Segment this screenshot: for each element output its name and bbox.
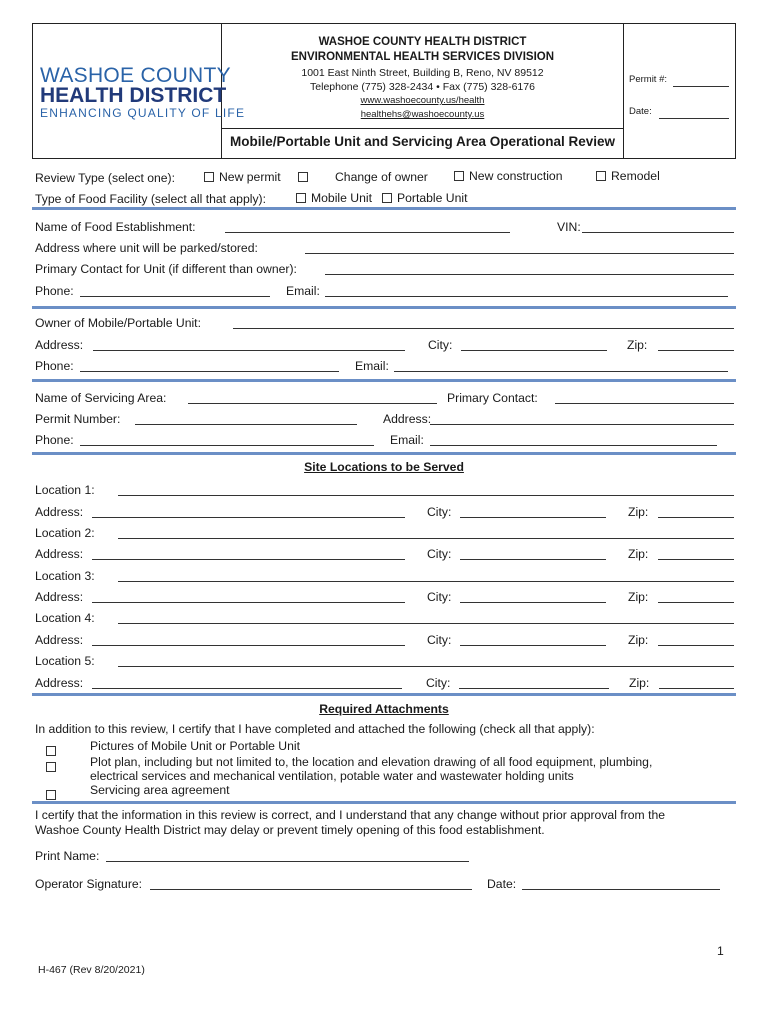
permit-number-label: Permit #: (629, 74, 668, 85)
location-3-address-field[interactable] (92, 590, 405, 603)
location-1-zip-field[interactable] (658, 505, 734, 518)
location-5-label: Location 5: (35, 654, 95, 668)
facility-mobile-unit[interactable]: Mobile Unit (296, 191, 372, 205)
servicing-phone-field[interactable] (80, 433, 374, 446)
logo-line-2: HEALTH DISTRICT (40, 84, 227, 107)
section-divider (32, 207, 736, 210)
checkbox-icon[interactable] (204, 172, 214, 182)
location-5-address-field[interactable] (92, 676, 402, 689)
location-4-zip-label: Zip: (628, 633, 649, 647)
review-new-permit[interactable]: New permit (204, 170, 281, 184)
form-id: H-467 (Rev 8/20/2021) (38, 964, 145, 976)
facility-portable-unit[interactable]: Portable Unit (382, 191, 467, 205)
owner-address-field[interactable] (93, 338, 405, 351)
owner-phone-label: Phone: (35, 359, 74, 373)
location-1-zip-label: Zip: (628, 505, 649, 519)
owner-phone-field[interactable] (80, 359, 339, 372)
location-1-label: Location 1: (35, 483, 95, 497)
logo-line-1: WASHOE COUNTY (40, 64, 231, 87)
attachment-1-label: Pictures of Mobile Unit or Portable Unit (90, 739, 300, 753)
location-1-field[interactable] (118, 483, 734, 496)
checkbox-icon[interactable] (46, 746, 56, 756)
permit-date-field[interactable] (659, 106, 729, 119)
site-locations-title: Site Locations to be Served (304, 460, 464, 474)
page-number: 1 (717, 944, 724, 958)
owner-zip-field[interactable] (658, 338, 734, 351)
servicing-email-field[interactable] (430, 433, 717, 446)
location-4-field[interactable] (118, 611, 734, 624)
checkbox-icon[interactable] (596, 171, 606, 181)
location-4-city-label: City: (427, 633, 452, 647)
section-divider (32, 452, 736, 455)
review-remodel[interactable]: Remodel (596, 169, 660, 183)
checkbox-icon[interactable] (296, 193, 306, 203)
website-link[interactable]: www.washoecounty.us/health (360, 95, 485, 106)
section-divider (32, 801, 736, 804)
signature-field[interactable] (150, 877, 472, 890)
location-1-city-field[interactable] (460, 505, 606, 518)
servicing-address-field[interactable] (430, 412, 734, 425)
certify-line-1: I certify that the information in this review is correct, and I understand that any change without prior approval from the (35, 808, 666, 822)
location-2-field[interactable] (118, 526, 734, 539)
location-1-address-label: Address: (35, 505, 84, 519)
primary-contact-field[interactable] (325, 262, 734, 275)
location-2-zip-label: Zip: (628, 547, 649, 561)
location-4-address-label: Address: (35, 633, 84, 647)
print-name-field[interactable] (106, 849, 469, 862)
checkbox-icon[interactable] (46, 762, 56, 772)
parking-address-label: Address where unit will be parked/stored: (35, 241, 258, 255)
attachment-3-label: Servicing area agreement (90, 783, 230, 797)
location-1-city-label: City: (427, 505, 452, 519)
permit-date-label: Date: (629, 106, 652, 117)
owner-field[interactable] (233, 316, 734, 329)
owner-zip-label: Zip: (627, 338, 648, 352)
location-3-zip-field[interactable] (658, 590, 734, 603)
location-4-address-field[interactable] (92, 633, 405, 646)
attachment-2-checkbox[interactable] (46, 756, 61, 775)
servicing-permit-label: Permit Number: (35, 412, 121, 426)
attachment-2-label-cont: electrical services and mechanical ventilation, potable water and wastewater holding units (90, 769, 574, 783)
checkbox-icon[interactable] (454, 171, 464, 181)
servicing-contact-label: Primary Contact: (447, 391, 538, 405)
permit-cell (623, 23, 736, 159)
location-3-field[interactable] (118, 569, 734, 582)
section-divider (32, 693, 736, 696)
location-2-city-label: City: (427, 547, 452, 561)
print-name-label: Print Name: (35, 849, 100, 863)
location-2-address-field[interactable] (92, 547, 405, 560)
establishment-name-label: Name of Food Establishment: (35, 220, 196, 234)
location-3-zip-label: Zip: (628, 590, 649, 604)
section-divider (32, 379, 736, 382)
location-5-city-field[interactable] (459, 676, 609, 689)
location-4-zip-field[interactable] (658, 633, 734, 646)
location-2-address-label: Address: (35, 547, 84, 561)
signature-label: Operator Signature: (35, 877, 143, 891)
owner-city-label: City: (428, 338, 453, 352)
sign-date-label: Date: (487, 877, 517, 891)
servicing-name-label: Name of Servicing Area: (35, 391, 167, 405)
location-5-zip-label: Zip: (629, 676, 650, 690)
servicing-email-label: Email: (390, 433, 424, 447)
checkbox-icon[interactable] (298, 172, 308, 182)
servicing-name-field[interactable] (188, 391, 437, 404)
primary-contact-label: Primary Contact for Unit (if different than owner): (35, 262, 297, 276)
attachments-title: Required Attachments (319, 702, 449, 716)
servicing-phone-label: Phone: (35, 433, 74, 447)
facility-type-label: Type of Food Facility (select all that apply): (35, 192, 266, 206)
location-3-address-label: Address: (35, 590, 84, 604)
sign-date-field[interactable] (522, 877, 720, 890)
establishment-phone-label: Phone: (35, 284, 74, 298)
owner-label: Owner of Mobile/Portable Unit: (35, 316, 201, 330)
location-5-address-label: Address: (35, 676, 84, 690)
attachment-2-label: Plot plan, including but not limited to, the location and elevation drawing of all food equipment, plumbing, (90, 755, 653, 769)
review-type-label: Review Type (select one): (35, 171, 175, 185)
form-title: Mobile/Portable Unit and Servicing Area Operational Review (229, 134, 616, 149)
org-address: 1001 East Ninth Street, Building B, Reno, NV 89512 (301, 67, 544, 79)
vin-label: VIN: (557, 220, 581, 234)
servicing-permit-field[interactable] (135, 412, 357, 425)
location-3-label: Location 3: (35, 569, 95, 583)
vin-field[interactable] (582, 220, 734, 233)
owner-city-field[interactable] (461, 338, 607, 351)
permit-number-field[interactable] (673, 74, 729, 87)
location-4-city-field[interactable] (460, 633, 606, 646)
org-name: WASHOE COUNTY HEALTH DISTRICT (318, 36, 527, 48)
location-5-field[interactable] (118, 654, 734, 667)
owner-email-field[interactable] (394, 359, 728, 372)
location-3-city-label: City: (427, 590, 452, 604)
location-1-address-field[interactable] (92, 505, 405, 518)
certify-line-2: Washoe County Health District may delay or prevent timely opening of this food establishment. (35, 823, 545, 837)
checkbox-icon[interactable] (382, 193, 392, 203)
email-link[interactable]: healthehs@washoecounty.us (360, 109, 485, 120)
location-4-label: Location 4: (35, 611, 95, 625)
logo-tagline: ENHANCING QUALITY OF LIFE (40, 106, 246, 120)
review-new-construction[interactable]: New construction (454, 169, 562, 183)
establishment-phone-field[interactable] (80, 284, 270, 297)
location-5-city-label: City: (426, 676, 451, 690)
section-divider (32, 306, 736, 309)
location-2-zip-field[interactable] (658, 547, 734, 560)
location-2-label: Location 2: (35, 526, 95, 540)
location-5-zip-field[interactable] (659, 676, 734, 689)
division-name: ENVIRONMENTAL HEALTH SERVICES DIVISION (290, 51, 555, 63)
checkbox-icon[interactable] (46, 790, 56, 800)
servicing-address-label: Address: (383, 412, 432, 426)
establishment-name-field[interactable] (225, 220, 510, 233)
location-3-city-field[interactable] (460, 590, 606, 603)
establishment-email-label: Email: (286, 284, 320, 298)
owner-email-label: Email: (355, 359, 389, 373)
establishment-email-field[interactable] (325, 284, 728, 297)
location-2-city-field[interactable] (460, 547, 606, 560)
parking-address-field[interactable] (305, 241, 734, 254)
org-phone: Telephone (775) 328-2434 • Fax (775) 328-6176 (310, 81, 535, 93)
attachments-intro: In addition to this review, I certify that I have completed and attached the following (check all that apply): (35, 722, 595, 736)
owner-address-label: Address: (35, 338, 84, 352)
servicing-contact-field[interactable] (555, 391, 734, 404)
review-change-owner[interactable]: Change of owner (298, 170, 428, 184)
